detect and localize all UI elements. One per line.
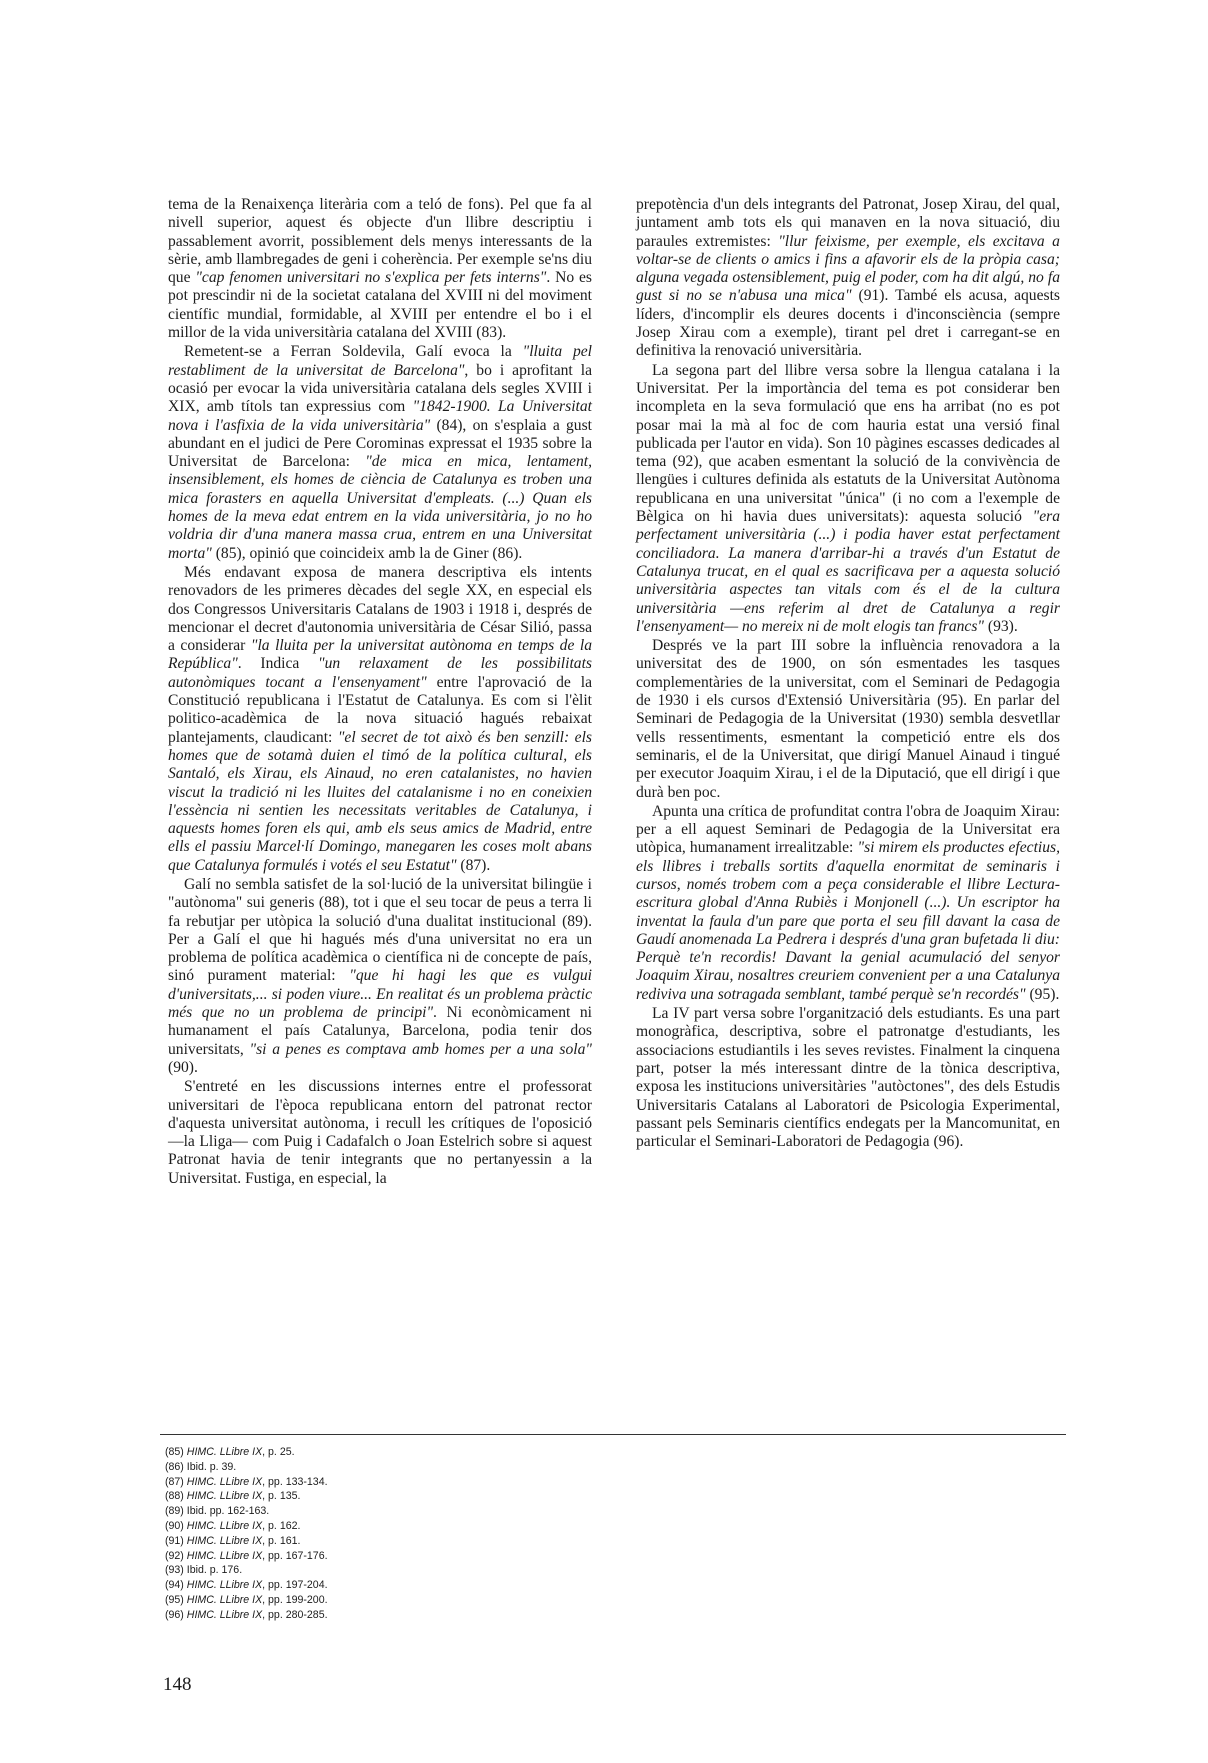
italic-quote: "cap fenomen universitari no s'explica per fets interns" bbox=[195, 269, 547, 287]
footnote bbox=[165, 1460, 765, 1475]
footnote bbox=[165, 1475, 765, 1490]
paragraph bbox=[636, 362, 1060, 636]
footnote bbox=[165, 1534, 765, 1549]
italic-quote: "que hi hagi les que es vulgui d'universitats,... si poden viure... En realitat és un problema pràctic més que no un problema de principi" bbox=[168, 967, 592, 1022]
italic-quote: "si a penes es comptava amb homes per a una sola" bbox=[249, 1040, 592, 1058]
text-run: prepotència d'un dels integrants del Patronat, Josep Xirau, del qual, juntament amb tots els qui manaven en la nova situació, diu paraules extremistes: bbox=[636, 196, 1060, 250]
italic-quote: "un relaxament de les possibilitats autonòmiques tocant a l'ensenyament" bbox=[168, 655, 592, 691]
text-run: Després ve la part III sobre la influència renovadora a la universitat des de 1900, on són esmentades les tasques complementàries de la universitat, com el Seminari de Pedagogia de 1930 i els cursos d'Extensió Universitària (95). En parlar del Seminari de Pedagogia de la Universitat (1930) sembla desvetllar vells ressentiments, esmentant la competició entre els dos seminaris, el de la Universitat, que dirigí Manuel Ainaud i tingué per executor Joaquim Xirau, i el de la Diputació, que ell dirigí i que durà ben poc. bbox=[636, 637, 1060, 801]
text-run: (96) bbox=[165, 1608, 187, 1621]
text-run: , pp. 167-176. bbox=[262, 1549, 328, 1562]
text-run: (93) Ibid. p. 176. bbox=[165, 1564, 243, 1577]
footnote bbox=[165, 1549, 765, 1564]
italic-quote: "el secret de tot això és ben senzill: els homes que de sotamà duien el timó de la política cultural, els Santaló, els Xirau, els Ainaud, no eren catalanistes, no havien viscut la tradició ni les lluites del catalanisme i no en coneixien l'essència ni sentien les necessitats veritables de Catalunya, i aquests homes foren els qui, amb els seus amics de Madrid, entre ells el passiu Marcel·lí Domingo, manegaren les coses molt abans que Catalunya formulés i votés el seu Estatut" bbox=[168, 728, 592, 874]
text-run: , pp. 197-204. bbox=[262, 1579, 328, 1592]
paragraph bbox=[168, 876, 592, 1077]
text-run: (91). També els acusa, aquests líders, d'incomplir els deures docents i d'inconsciència (sempre Josep Xirau com a exemple), tirant pel dret i carregant-se en definitiva la renovació universitària. bbox=[636, 287, 1060, 360]
text-run: , p. 135. bbox=[262, 1490, 301, 1503]
paragraph bbox=[636, 637, 1060, 802]
paragraph bbox=[168, 343, 592, 563]
italic-quote: "lluita pel restabliment de la universitat de Barcelona" bbox=[168, 343, 593, 379]
footnote bbox=[165, 1489, 765, 1504]
text-run: (94) bbox=[165, 1579, 187, 1592]
text-run: (87) bbox=[165, 1475, 187, 1488]
text-run: , pp. 133-134. bbox=[262, 1475, 328, 1488]
text-run: . Ni econòmicament ni humanament el país Catalunya, Barcelona, podia tenir dos universitats, bbox=[168, 1004, 592, 1058]
text-run: (95). bbox=[1025, 985, 1060, 1003]
footnote bbox=[165, 1608, 765, 1623]
text-run: Més endavant exposa de manera descriptiva els intents renovadors de les primeres dècades del segle XX, en especial els dos Congressos Universitaris Catalans de 1903 i 1918 i, després de mencionar el decret d'autonomia universitària de César Silió, passa a considerar bbox=[168, 563, 592, 655]
text-run: (90) bbox=[165, 1519, 187, 1532]
footnote bbox=[165, 1445, 765, 1460]
text-run: (84), on s'esplaia a gust abundant en el judici de Pere Corominas expressat el 1935 sobre la Universitat de Barcelona: bbox=[168, 416, 593, 471]
text-run: entre l'aprovació de la Constitució republicana i l'Estatut de Catalunya. Es com si l'èlit politico-acadèmica de la nova situació hagués rebaixat plantejaments, claudicant: bbox=[168, 673, 592, 746]
italic-quote: HIMC. LLibre IX bbox=[186, 1519, 263, 1532]
footnote bbox=[165, 1593, 765, 1608]
text-run: S'entreté en les discussions internes entre el professorat universitari de l'època republicana entorn del patronat rector d'aquesta universitat autònoma, i recull les crítiques de l'oposició —la Lliga— com Puig i Cadafalch o Joan Estelrich sobre si aquest Patronat havia de tenir integrants que no pertanyessin a la Universitat. Fustiga, en especial, la bbox=[168, 1078, 592, 1187]
italic-quote: "si mirem els productes efectius, els llibres i treballs sortits d'aquella enormitat de seminaris i cursos, només trobem com a peça considerable el llibre Lectura-escritura global d'Anna Rubiès i Monjonell (...). Un escriptor ha inventat la faula d'un pare que porta el seu fill davant la casa de Gaudí anomenada La Pedrera i després d'una gran bufetada li diu: Perquè te'n recordis! Davant la genial acumulació del senyor Joaquim Xirau, nosaltres creuriem convenient per a una Catalunya rediviva una sotragada semblant, també perquè se'n recordés" bbox=[636, 839, 1061, 1003]
text-run: . No es pot prescindir ni de la societat catalana del XVIII ni del moviment científic mundial, formidable, al XVIII per entendre el bo i el millor de la vida universitària catalana del XVIII (83). bbox=[168, 269, 592, 342]
paragraph bbox=[636, 1005, 1060, 1151]
italic-quote: "de mica en mica, lentament, insensiblement, els homes de ciència de Catalunya es troben una mica forasters en aquella Universitat d'empleats. (...) Quan els homes de la meva edat entrem en la vida universitària, jo no ho voldria dir d'una manera massa crua, entrem en una Universitat morta" bbox=[168, 453, 592, 562]
text-run: (88) bbox=[165, 1490, 187, 1503]
text-run: Remetent-se a Ferran Soldevila, Galí evoca la bbox=[184, 343, 523, 361]
text-run: (91) bbox=[165, 1534, 187, 1547]
text-run: La segona part del llibre versa sobre la llengua catalana i la Universitat. Per la importància del tema es pot considerar ben incompleta en la seva formulació que ens ha arribat (no es pot posar mai la mà al foc de com hauria estat una versió final publicada per l'autor en vida). Son 10 pàgines escasses dedicades al tema (92), que acaben esmentant la solució de la convivència de llengües i cultures definida als estatuts de la Universitat Autònoma republicana en una universitat "única" (i no com a l'exemple de Bèlgica on hi havia dues universitats): aquesta solució bbox=[636, 361, 1060, 526]
footnote bbox=[165, 1578, 765, 1593]
text-run: , p. 162. bbox=[262, 1519, 301, 1532]
text-run: (93). bbox=[983, 617, 1018, 635]
italic-quote: HIMC. LLibre IX bbox=[186, 1593, 263, 1606]
left-text-column bbox=[168, 196, 592, 1189]
footnote bbox=[165, 1519, 765, 1534]
italic-quote: HIMC. LLibre IX bbox=[186, 1608, 263, 1621]
text-run: (92) bbox=[165, 1549, 187, 1562]
text-run: . Indica bbox=[237, 655, 319, 673]
text-run: Galí no sembla satisfet de la sol·lució de la universitat bilingüe i "autònoma" sui generis (88), tot i que el seu tocar de peus a terra li fa rebutjar per utòpica la solució d'una dualitat institucional (89). Per a Galí el que hi hagués més d'una universitat no era un problema de política acadèmica o científica ni de concepte de país, sinó purament material: bbox=[168, 875, 592, 985]
paragraph bbox=[168, 1078, 592, 1188]
text-run: La IV part versa sobre l'organització dels estudiants. Es una part monogràfica, descriptiva, sobre el patronatge d'estudiants, les associacions estudiantils i les seves revistes. Finalment la cinquena part, potser la més interessant dintre de la tònica descriptiva, exposa les institucions universitàries "autòctones", des dels Estudis Universitaris Catalans al Laboratori de Psicologia Experimental, passant pels Seminaris científics endegats per la Mancomunitat, en particular el Seminari-Laboratori de Pedagogia (96). bbox=[636, 1005, 1060, 1151]
italic-quote: HIMC. LLibre IX bbox=[186, 1475, 263, 1488]
italic-quote: "1842-1900. La Universitat nova i l'asfixia de la vida universitària" bbox=[168, 398, 592, 434]
paragraph bbox=[636, 803, 1060, 1004]
italic-quote: "la lluita per la universitat autònoma en temps de la República" bbox=[168, 637, 592, 673]
footnote bbox=[165, 1563, 765, 1578]
italic-quote: HIMC. LLibre IX bbox=[186, 1534, 263, 1547]
text-run: , p. 161. bbox=[262, 1534, 301, 1547]
page-number: 148 bbox=[163, 1674, 192, 1695]
italic-quote: HIMC. LLibre IX bbox=[186, 1549, 263, 1562]
footnote bbox=[165, 1504, 765, 1519]
footnote-separator bbox=[160, 1434, 1066, 1435]
italic-quote: "llur feixisme, per exemple, els excitava a voltar-se de clients o amics i fins a afavorir els de la pròpia casa; alguna vegada ostensiblement, puig el poder, com ha dit algú, no fa gust si no se n'abusa una mica" bbox=[636, 232, 1060, 305]
text-run: , p. 25. bbox=[262, 1446, 295, 1458]
footnotes-list bbox=[165, 1445, 765, 1623]
text-run: (85) bbox=[165, 1446, 187, 1458]
text-run: (95) bbox=[165, 1593, 187, 1606]
text-run: , bo i aprofitant la ocasió per evocar la vida universitària catalana dels segles XVIII i XIX, amb títols tan expressius com bbox=[168, 361, 592, 416]
paragraph bbox=[636, 196, 1060, 361]
text-run: (89) Ibid. pp. 162-163. bbox=[165, 1505, 270, 1518]
text-run: (87). bbox=[456, 856, 491, 874]
text-run: (86) Ibid. p. 39. bbox=[165, 1460, 237, 1473]
italic-quote: HIMC. LLibre IX bbox=[186, 1490, 263, 1503]
text-run: (90). bbox=[168, 1058, 198, 1076]
text-run: , pp. 199-200. bbox=[262, 1593, 328, 1606]
right-text-column bbox=[636, 196, 1060, 1152]
italic-quote: HIMC. LLibre IX bbox=[186, 1446, 263, 1458]
paragraph bbox=[168, 196, 592, 342]
paragraph bbox=[168, 564, 592, 875]
text-run: Apunta una crítica de profunditat contra l'obra de Joaquim Xirau: per a ell aquest Seminari de Pedagogia de la Universitat era utòpica, humanament irrealitzable: bbox=[636, 802, 1060, 857]
text-run: , pp. 280-285. bbox=[262, 1608, 328, 1621]
italic-quote: "era perfectament universitària (...) i podia haver estat perfectament conciliadora. La manera d'arribar-hi a través d'un Estatut de Catalunya trucat, en el qual es sacrificava per a aquesta solució universitària aspectes tan vitals com és el de la cultura universitària —ens referim al dret de Catalunya a regir l'ensenyament— no mereix ni de molt elogis tan francs" bbox=[636, 508, 1060, 635]
italic-quote: HIMC. LLibre IX bbox=[186, 1579, 263, 1592]
text-run: tema de la Renaixença literària com a teló de fons). Pel que fa al nivell superior, aquest és objecte d'un llibre descriptiu i passablement avorrit, possiblement dels menys interessants de la sèrie, amb llambregades de geni i coherència. Per exemple se'ns diu que bbox=[168, 196, 592, 287]
text-run: (85), opinió que coincideix amb la de Giner (86). bbox=[211, 544, 523, 562]
